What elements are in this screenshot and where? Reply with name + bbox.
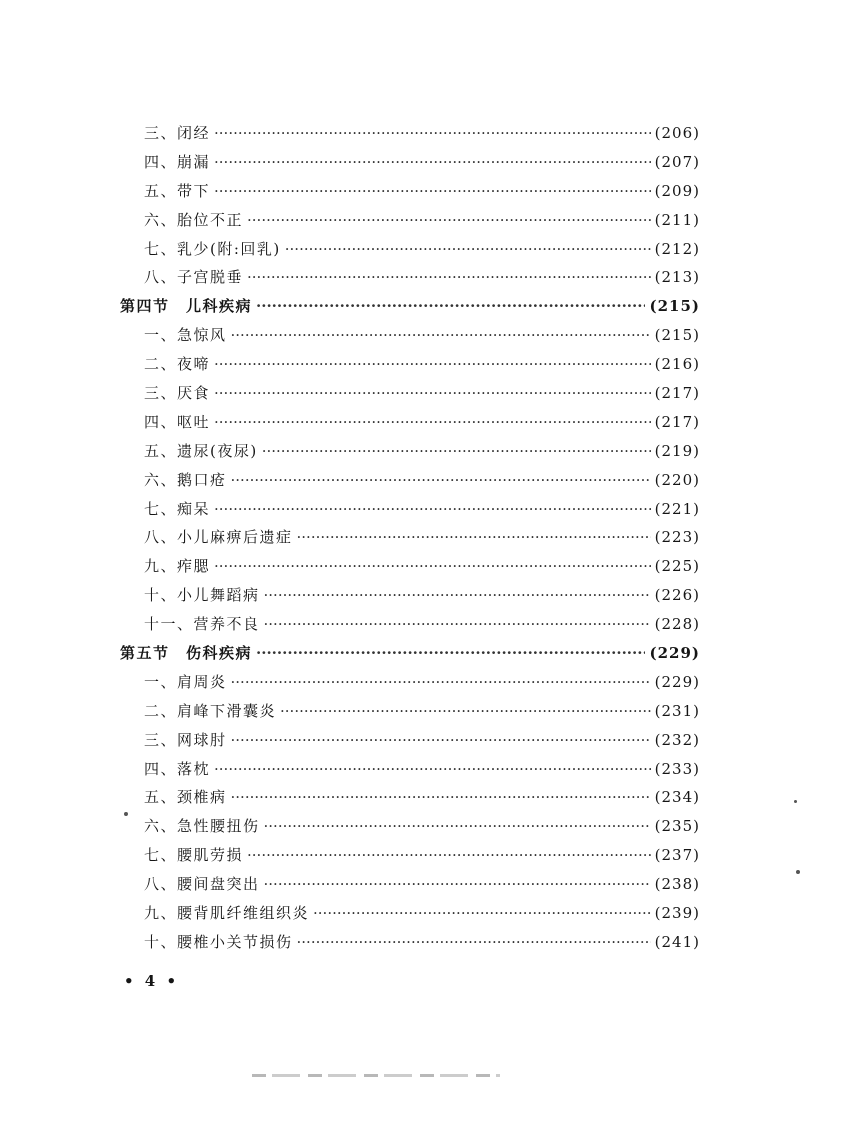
toc-entry-row [120,177,700,206]
scan-speck [794,800,797,803]
toc-entry-title: 十一、营养不良 [144,615,260,634]
toc-entry-title: 二、夜啼 [144,355,211,374]
table-of-contents [120,119,700,957]
toc-page-number: (228) [654,615,700,634]
toc-entry-row [120,783,700,812]
toc-entry-title: 八、小儿麻痹后遗症 [144,528,293,547]
toc-page-number: (223) [654,528,700,547]
dot-leader [214,177,651,206]
toc-page-number: (229) [654,672,700,691]
toc-entry-row [120,148,700,177]
toc-page-number: (215) [649,297,700,316]
toc-page-number: (209) [654,181,700,200]
dot-leader [231,668,651,697]
dot-leader [214,495,651,524]
toc-page-number: (217) [654,412,700,431]
toc-entry-title: 五、颈椎病 [144,788,227,807]
dot-leader [231,726,651,755]
scan-artifact [252,1074,500,1077]
dot-leader [297,523,651,552]
toc-entry-title: 二、肩峰下滑囊炎 [144,701,277,720]
dot-leader [214,350,651,379]
toc-entry-row [120,581,700,610]
toc-page-number: (239) [654,904,700,923]
toc-entry-title: 第五节 伤科疾病 [120,644,253,663]
toc-entry-title: 八、子宫脱垂 [144,268,244,287]
toc-page-number: (225) [654,557,700,576]
toc-entry-title: 四、落枕 [144,759,211,778]
toc-entry-title: 十、小儿舞蹈病 [144,586,260,605]
toc-page-number: (219) [654,441,700,460]
toc-entry-row [120,668,700,697]
dot-leader [247,206,651,235]
toc-entry-title: 六、急性腰扭伤 [144,817,260,836]
toc-entry-title: 三、闭经 [144,124,211,142]
toc-entry-title: 一、肩周炎 [144,672,227,691]
dot-leader [247,263,651,292]
toc-page-number: (213) [654,268,700,287]
dot-leader [214,148,651,177]
toc-entry-row [120,726,700,755]
dot-leader [214,379,651,408]
toc-entry-row [120,206,700,235]
toc-entry-row [120,812,700,841]
toc-entry-row [120,523,700,552]
dot-leader [297,928,651,957]
toc-page-number: (241) [654,932,700,951]
toc-entry-title: 十、腰椎小关节损伤 [144,932,293,951]
toc-entry-title: 一、急惊风 [144,326,227,345]
dot-leader [285,235,651,264]
toc-section-row [120,639,700,668]
toc-entry-row [120,870,700,899]
toc-entry-row [120,552,700,581]
scan-speck [124,812,128,816]
toc-entry-row [120,899,700,928]
toc-entry-title: 七、乳少(附:回乳) [144,239,281,258]
toc-entry-title: 三、网球肘 [144,730,227,749]
toc-entry-row [120,263,700,292]
toc-entry-row [120,408,700,437]
toc-page-number: (237) [654,846,700,865]
toc-page-number: (221) [654,499,700,518]
toc-entry-row [120,235,700,264]
dot-leader [231,466,651,495]
toc-entry-title: 九、腰背肌纤维组织炎 [144,904,310,923]
page-number: • 4 • [124,972,180,990]
toc-page-number: (212) [654,239,700,258]
dot-leader [231,321,651,350]
toc-entry-row [120,928,700,957]
toc-page-number: (217) [654,384,700,403]
dot-leader [247,841,651,870]
toc-entry-row [120,495,700,524]
toc-entry-title: 三、厌食 [144,384,211,403]
toc-entry-title: 第四节 儿科疾病 [120,297,253,316]
toc-page-number: (231) [654,701,700,720]
toc-page-number: (211) [654,210,700,229]
dot-leader [280,697,651,726]
toc-entry-row [120,755,700,784]
dot-leader [264,610,651,639]
toc-entry-title: 四、呕吐 [144,412,211,431]
toc-page-number: (238) [654,875,700,894]
toc-entry-title: 六、鹅口疮 [144,470,227,489]
toc-entry-row [120,321,700,350]
dot-leader [313,899,651,928]
dot-leader [231,783,651,812]
toc-entry-title: 六、胎位不正 [144,210,244,229]
toc-page-number: (229) [649,644,700,663]
toc-page-number: (215) [654,326,700,345]
toc-entry-title: 七、腰肌劳损 [144,846,244,865]
dot-leader [214,119,651,148]
toc-page-number: (206) [654,124,700,142]
toc-section-row [120,292,700,321]
dot-leader [264,581,651,610]
toc-page-number: (235) [654,817,700,836]
toc-page-number: (220) [654,470,700,489]
toc-entry-row [120,697,700,726]
toc-page-number: (216) [654,355,700,374]
toc-entry-title: 四、崩漏 [144,152,211,171]
dot-leader [264,870,651,899]
toc-entry-row [120,841,700,870]
dot-leader [262,437,651,466]
dot-leader [214,755,651,784]
dot-leader [256,639,645,668]
toc-entry-title: 五、遗尿(夜尿) [144,441,258,460]
toc-page-number: (207) [654,152,700,171]
toc-entry-row [120,437,700,466]
toc-entry-row [120,610,700,639]
toc-page-number: (233) [654,759,700,778]
toc-entry-title: 八、腰间盘突出 [144,875,260,894]
dot-leader [214,552,651,581]
toc-page-number: (226) [654,586,700,605]
toc-entry-row [120,466,700,495]
toc-entry-title: 九、痄腮 [144,557,211,576]
toc-entry-title: 七、痴呆 [144,499,211,518]
toc-entry-title: 五、带下 [144,181,211,200]
toc-page-number: (234) [654,788,700,807]
toc-entry-row [120,379,700,408]
dot-leader [214,408,651,437]
toc-entry-row [120,350,700,379]
toc-entry-row [120,119,700,148]
toc-page-number: (232) [654,730,700,749]
dot-leader [264,812,651,841]
scan-speck [796,870,800,874]
dot-leader [256,292,645,321]
